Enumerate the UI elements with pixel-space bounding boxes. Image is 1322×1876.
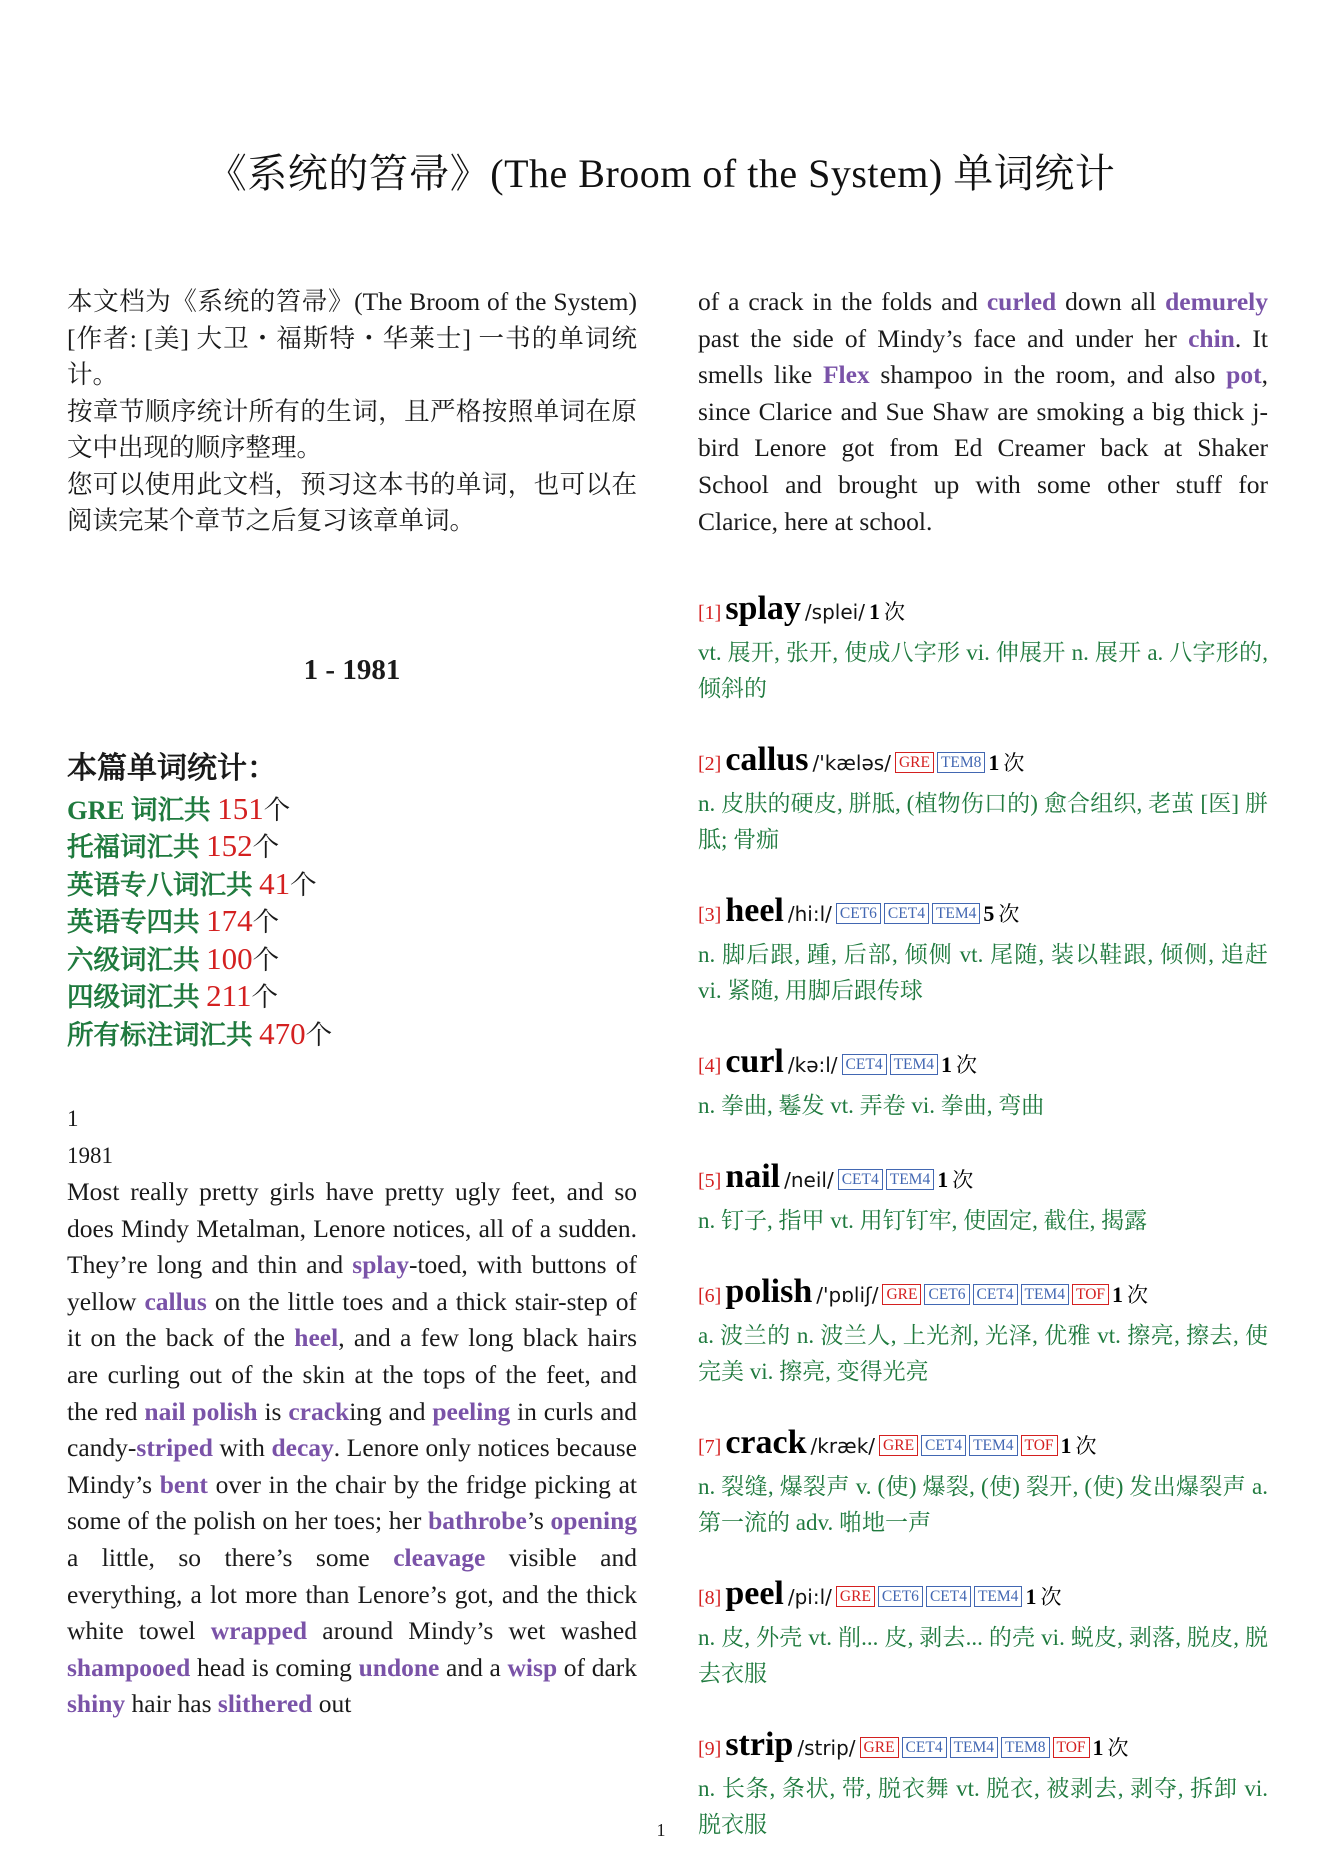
stat-unit: 个 [252, 944, 280, 975]
passage-segment: head is coming [190, 1652, 359, 1682]
highlighted-word: pot [1226, 360, 1262, 390]
highlighted-word: crack [288, 1396, 350, 1426]
occurrence-count: 1 [937, 1167, 949, 1193]
stat-label: GRE 词汇共 [67, 794, 218, 825]
occurrence-unit: 次 [1003, 751, 1025, 776]
exam-tag-badge: CET6 [924, 1284, 969, 1305]
entry-index: [7] [698, 1436, 722, 1459]
stat-unit: 个 [305, 1019, 333, 1050]
passage-segment: in curls and candy- [67, 1396, 638, 1463]
stat-unit: 个 [252, 907, 280, 937]
headword: heel [725, 892, 784, 930]
vocab-entry-crack [698, 1423, 1268, 1541]
chapter-heading: 1 - 1981 [303, 653, 401, 686]
exam-tag-badge: TEM4 [969, 1435, 1017, 1456]
stat-label: 托福词汇共 [67, 832, 207, 862]
occurrence-unit: 次 [1127, 1283, 1149, 1308]
vocab-entry-header [698, 1725, 1268, 1771]
vocab-entry-curl [698, 1042, 1268, 1124]
exam-tag-badge: TOF [1072, 1284, 1109, 1305]
vocab-entry-nail [698, 1157, 1268, 1239]
headword: peel [725, 1575, 784, 1613]
exam-tag-badge: CET6 [878, 1586, 923, 1607]
passage-segment: , and a few long black hairs are curling out of the skin at the tops of the feet, and the red [67, 1323, 637, 1426]
passage-segment: of a crack in the folds and [698, 287, 987, 316]
headword: callus [725, 741, 809, 779]
passage-text-left [67, 1174, 637, 1723]
highlighted-word: bathrobe [428, 1506, 527, 1536]
stat-row [67, 791, 637, 829]
highlighted-word: nail [144, 1396, 186, 1426]
passage-segment: . Lenore only notices because Mindy’s [67, 1433, 638, 1499]
exam-tag-badge: CET4 [902, 1737, 947, 1758]
highlighted-word: shampooed [67, 1652, 191, 1682]
passage-segment: visible and everything, a lot more than Lenore’s got, and the thick white towel [67, 1542, 637, 1646]
passage-segment: shampoo in the room, and also [869, 360, 1227, 390]
exam-tag-badge: TEM4 [974, 1586, 1022, 1607]
intro-paragraph: 按章节顺序统计所有的生词，且严格按照单词在原文中出现的顺序整理。 [67, 396, 637, 462]
highlighted-word: shiny [67, 1689, 126, 1719]
exam-tag-badge: TOF [1021, 1435, 1058, 1456]
intro-paragraph: 本文档为《系统的笤帚》(The Broom of the System)[作者: [美] 大卫・福斯特・华莱士] 一书的单词统计。 [67, 287, 637, 389]
stat-count: 100 [206, 940, 253, 976]
highlighted-word: demurely [1165, 287, 1269, 316]
phonetic: /'kæləs/ [812, 751, 891, 776]
passage-segment: and a [439, 1652, 508, 1682]
stat-row [67, 828, 637, 866]
definition: n. 脚后跟, 踵, 后部, 倾侧 vt. 尾随, 装以鞋跟, 倾侧, 追赶 vi. 紧随, 用脚后跟传球 [698, 942, 1268, 1004]
vocab-entry-splay [698, 589, 1268, 707]
occurrence-unit: 次 [998, 902, 1020, 927]
phonetic: /hi:l/ [787, 902, 832, 927]
stat-unit: 个 [252, 832, 280, 862]
occurrence-count: 1 [988, 750, 1000, 776]
phonetic: /kræk/ [810, 1434, 876, 1459]
passage-segment: of dark [557, 1652, 638, 1682]
exam-tag-badge: TEM4 [950, 1737, 998, 1758]
entry-index: [6] [698, 1285, 722, 1308]
definition: n. 裂缝, 爆裂声 v. (使) 爆裂, (使) 裂开, (使) 发出爆裂声 a. 第一流的 adv. 啪地一声 [698, 1474, 1268, 1536]
occurrence-count: 1 [941, 1052, 953, 1078]
phonetic: /pi:l/ [787, 1585, 832, 1610]
occurrence-unit: 次 [952, 1168, 974, 1193]
stat-count: 211 [206, 978, 252, 1013]
phonetic: /'pɒliʃ/ [816, 1283, 879, 1308]
entry-index: [1] [698, 602, 722, 625]
entry-index: [9] [698, 1738, 722, 1761]
entry-index: [5] [698, 1170, 722, 1193]
exam-tag-badge: TEM8 [1001, 1737, 1049, 1758]
stat-count: 152 [206, 828, 253, 863]
stats-title: 本篇单词统计： [67, 751, 277, 785]
highlighted-word: wrapped [210, 1616, 308, 1646]
occurrence-count: 5 [983, 901, 995, 927]
phonetic: /splei/ [804, 600, 865, 625]
stat-row [67, 903, 637, 941]
vocab-entry-header [698, 740, 1268, 786]
vocab-entry-peel [698, 1574, 1268, 1692]
vocab-entry-header [698, 1157, 1268, 1203]
exam-tag-badge: TOF [1053, 1737, 1090, 1758]
highlighted-word: bent [159, 1469, 208, 1499]
stats-list [67, 791, 637, 1054]
intro-paragraph: 您可以使用此文档，预习这本书的单词，也可以在阅读完某个章节之后复习该章单词。 [67, 469, 637, 535]
occurrence-unit: 次 [1040, 1585, 1062, 1610]
occurrence-count: 1 [868, 599, 880, 625]
highlighted-word: undone [358, 1652, 440, 1682]
exam-tag-badge: TEM4 [890, 1054, 938, 1075]
highlighted-word: splay [352, 1250, 409, 1280]
exam-tag-badge: GRE [836, 1586, 875, 1607]
definition: n. 钉子, 指甲 vt. 用钉钉牢, 使固定, 截住, 揭露 [698, 1208, 1148, 1234]
vocab-entry-callus [698, 740, 1268, 858]
highlighted-word: callus [144, 1286, 207, 1316]
exam-tag-badge: CET4 [838, 1169, 883, 1190]
stat-unit: 个 [290, 869, 317, 900]
passage-segment: . It smells like [698, 323, 1269, 390]
entry-index: [2] [698, 753, 722, 776]
headword: crack [725, 1424, 807, 1462]
intro-block [67, 284, 637, 540]
vocab-entry-heel [698, 891, 1268, 1009]
exam-tag-badge: TEM8 [937, 752, 985, 773]
exam-tag-badge: TEM4 [886, 1169, 934, 1190]
highlighted-word: opening [550, 1506, 637, 1536]
occurrence-unit: 次 [1107, 1736, 1129, 1761]
vocab-entry-header [698, 1574, 1268, 1620]
vocab-entry-polish [698, 1272, 1268, 1390]
definition: n. 皮, 外壳 vt. 削... 皮, 剥去... 的壳 vi. 蜕皮, 剥落, 脱皮, 脱去衣服 [698, 1625, 1268, 1687]
stat-row [67, 978, 637, 1016]
stat-label: 六级词汇共 [67, 944, 207, 975]
occurrence-count: 1 [1112, 1282, 1124, 1308]
stat-count: 41 [259, 865, 291, 901]
entry-index: [8] [698, 1587, 722, 1610]
vocab-entry-header [698, 1272, 1268, 1318]
highlighted-word: Flex [822, 360, 870, 390]
chapter-year: 1981 [67, 1142, 113, 1168]
exam-tag-badge: CET6 [836, 903, 881, 924]
entry-index: [3] [698, 904, 722, 927]
passage-segment: with [212, 1433, 272, 1463]
passage-segment: down all [1056, 287, 1166, 316]
passage-segment: is [257, 1396, 289, 1426]
passage-segment: out [312, 1689, 352, 1719]
entry-index: [4] [698, 1055, 722, 1078]
page-number: 1 [656, 1820, 666, 1840]
passage-text-right [698, 284, 1268, 540]
passage-segment: hair has [125, 1689, 218, 1719]
highlighted-word: wisp [507, 1652, 558, 1682]
occurrence-count: 1 [1092, 1735, 1104, 1761]
highlighted-word: curled [986, 287, 1057, 316]
highlighted-word: slithered [217, 1689, 313, 1719]
definition: vt. 展开, 张开, 使成八字形 vi. 伸展开 n. 展开 a. 八字形的, 倾斜的 [698, 640, 1268, 702]
stat-label: 所有标注词汇共 [67, 1019, 260, 1050]
phonetic: /neil/ [784, 1168, 834, 1193]
exam-tag-badge: CET4 [926, 1586, 971, 1607]
definition: n. 拳曲, 鬈发 vt. 弄卷 vi. 拳曲, 弯曲 [698, 1093, 1045, 1119]
headword: strip [725, 1726, 794, 1764]
passage-segment: around Mindy’s wet washed [307, 1616, 637, 1646]
headword: polish [725, 1273, 813, 1311]
chapter-meta [67, 1101, 637, 1174]
passage-segment: , since Clarice and Sue Shaw are smoking a big thick j-bird Lenore got from Ed Creamer back at Shaker School and brought up with some other stuff for Clarice, here at school. [698, 360, 1268, 536]
occurrence-unit: 次 [883, 600, 905, 625]
exam-tag-badge: GRE [882, 1284, 921, 1305]
highlighted-word: cleavage [393, 1542, 486, 1572]
highlighted-word: decay [271, 1433, 334, 1463]
exam-tag-badge: TEM4 [1021, 1284, 1069, 1305]
vocab-entry-header [698, 1042, 1268, 1088]
highlighted-word: striped [136, 1433, 213, 1463]
stat-row [67, 866, 637, 904]
definition: a. 波兰的 n. 波兰人, 上光剂, 光泽, 优雅 vt. 擦亮, 擦去, 使完美 vi. 擦亮, 变得光亮 [698, 1323, 1268, 1385]
exam-tag-badge: GRE [860, 1737, 899, 1758]
definition: n. 皮肤的硬皮, 胼胝, (植物伤口的) 愈合组织, 老茧 [医] 胼胝; 骨痂 [698, 791, 1268, 853]
stat-row [67, 1016, 637, 1054]
headword: nail [725, 1158, 781, 1196]
vocab-entry-header [698, 589, 1268, 635]
highlighted-word: polish [192, 1396, 258, 1426]
stat-label: 四级词汇共 [67, 982, 207, 1012]
exam-tag-badge: CET4 [973, 1284, 1018, 1305]
headword: splay [725, 590, 801, 628]
exam-tag-badge: GRE [879, 1435, 918, 1456]
stat-count: 174 [206, 903, 253, 938]
passage-segment: on the little toes and a thick stair-step of it on the back of the [67, 1286, 638, 1353]
passage-segment: ’s [526, 1506, 551, 1536]
passage-segment: over in the chair by the fridge picking at some of the polish on her toes; her [67, 1469, 637, 1536]
passage-segment: -toed, with buttons of yellow [67, 1250, 637, 1316]
exam-tag-badge: CET4 [842, 1054, 887, 1075]
right-column [698, 284, 1268, 1876]
vocabulary-list [698, 589, 1268, 1843]
stat-unit: 个 [263, 794, 291, 825]
definition: n. 长条, 条状, 带, 脱衣舞 vt. 脱衣, 被剥去, 剥夺, 拆卸 vi. 脱衣服 [698, 1776, 1268, 1838]
stat-unit: 个 [251, 982, 278, 1012]
highlighted-word: chin [1188, 323, 1235, 353]
stat-label: 英语专四共 [67, 907, 207, 937]
stat-count: 470 [259, 1015, 306, 1051]
headword: curl [725, 1043, 784, 1081]
exam-tag-badge: CET4 [884, 903, 929, 924]
highlighted-word: heel [294, 1323, 339, 1353]
left-column [67, 284, 637, 1723]
passage-segment: a little, so there’s some [67, 1542, 394, 1572]
vocab-entry-header [698, 891, 1268, 937]
occurrence-unit: 次 [1075, 1434, 1097, 1459]
vocab-entry-header [698, 1423, 1268, 1469]
occurrence-count: 1 [1060, 1433, 1072, 1459]
passage-segment: ing and [349, 1396, 433, 1426]
stat-row [67, 941, 637, 979]
highlighted-word: peeling [432, 1396, 511, 1426]
occurrence-count: 1 [1025, 1584, 1037, 1610]
passage-segment: Most really pretty girls have pretty ugly feet, and so does Mindy Metalman, Lenore notices, all of a sudden. They’re long and thin and [67, 1177, 637, 1280]
exam-tag-badge: TEM4 [932, 903, 980, 924]
exam-tag-badge: CET4 [921, 1435, 966, 1456]
stat-count: 151 [217, 790, 264, 826]
document-title: 《系统的笤帚》(The Broom of the System) 单词统计 [206, 151, 1116, 196]
exam-tag-badge: GRE [895, 752, 934, 773]
phonetic: /strip/ [797, 1736, 856, 1761]
stat-label: 英语专八词汇共 [67, 869, 260, 900]
passage-segment: past the side of Mindy’s face and under her [698, 323, 1189, 353]
chapter-number: 1 [67, 1106, 79, 1131]
occurrence-unit: 次 [956, 1053, 978, 1078]
phonetic: /kə:l/ [787, 1053, 838, 1078]
